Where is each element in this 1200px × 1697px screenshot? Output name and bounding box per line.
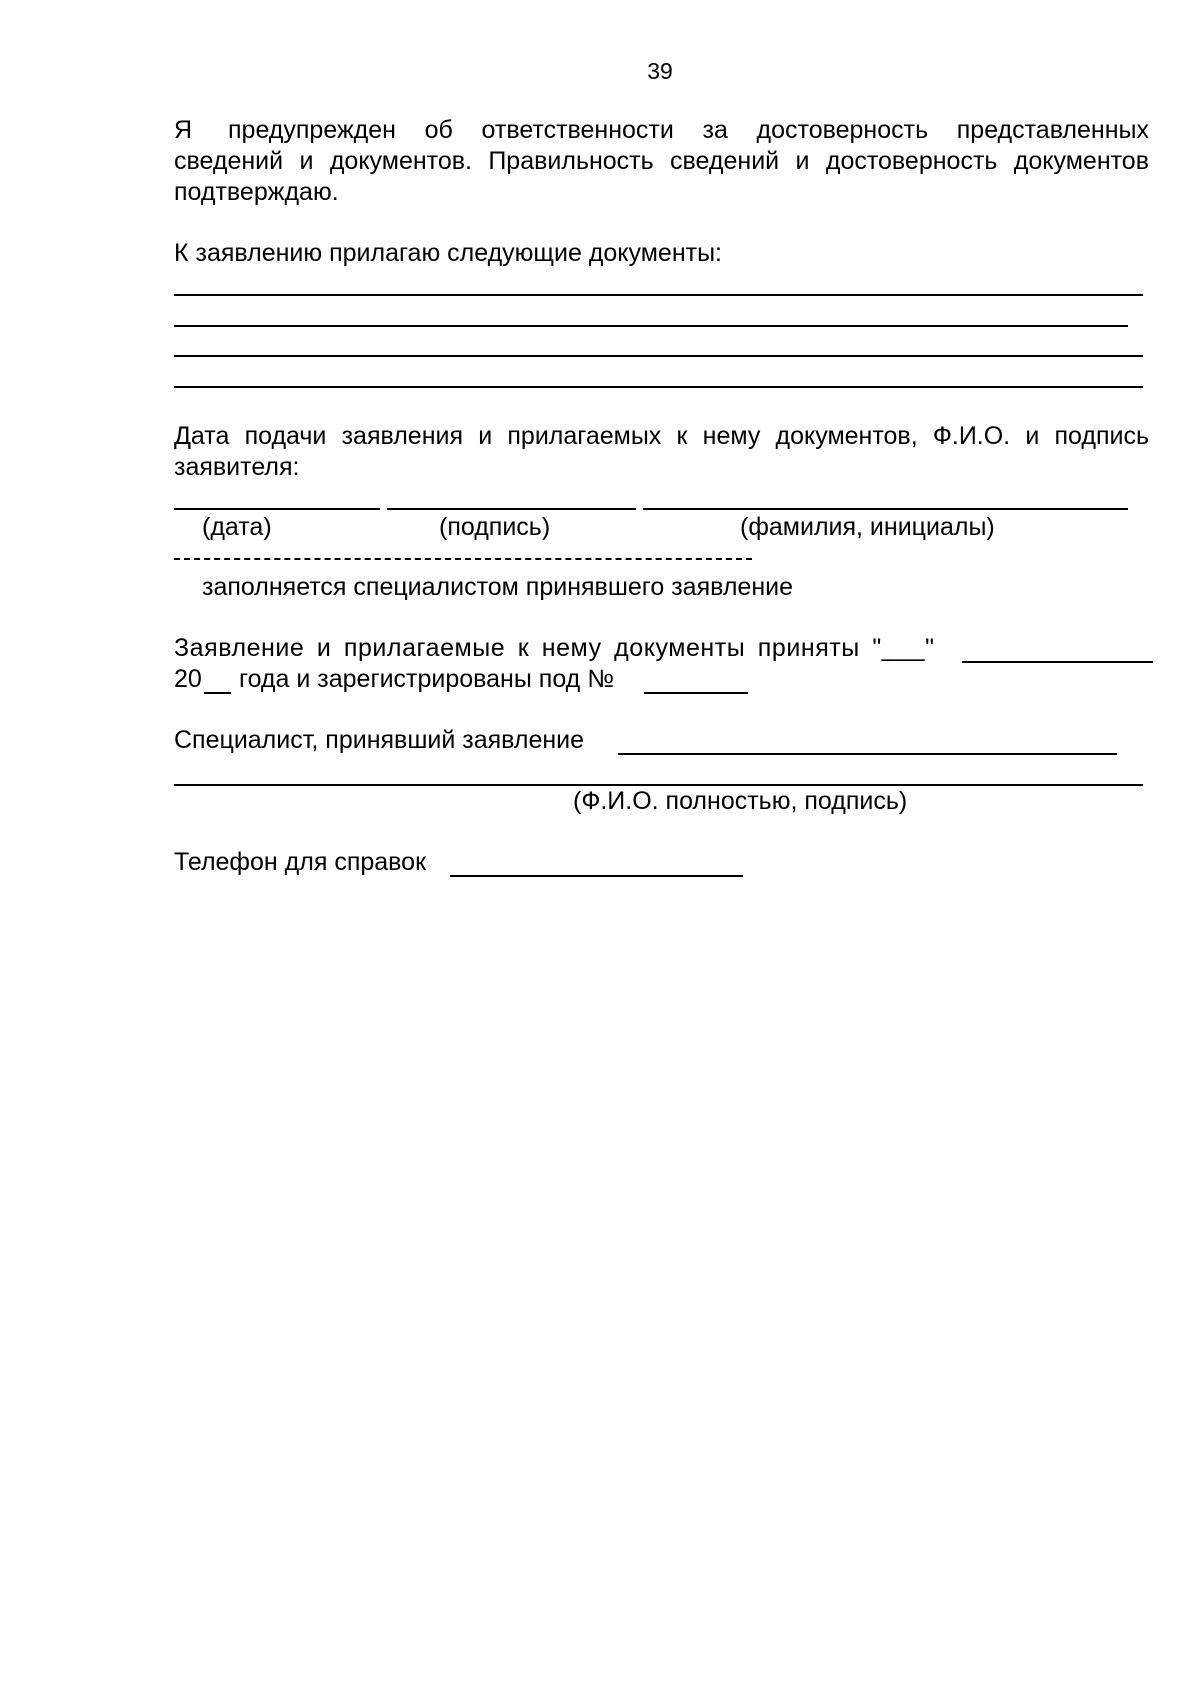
specialist-label: Специалист, принявший заявление <box>174 726 585 754</box>
specialist-blank-line[interactable] <box>618 753 1117 755</box>
name-blank-line[interactable] <box>643 508 1128 510</box>
phone-label: Телефон для справок <box>174 848 427 876</box>
page-number: 39 <box>647 58 673 84</box>
registration-number-blank-line[interactable] <box>644 692 748 694</box>
attachment-blank-line-2[interactable] <box>174 325 1128 327</box>
declaration-line1: предупрежден об ответственности за достоверность представленных <box>228 116 1149 144</box>
submission-line1: Дата подачи заявления и прилагаемых к нему документов, Ф.И.О. и подпись <box>174 422 1149 450</box>
attachment-blank-line-3[interactable] <box>174 355 1143 357</box>
signature-blank-line[interactable] <box>387 508 636 510</box>
acceptance-line1: Заявление и прилагаемые к нему документы приняты "___" <box>174 634 935 662</box>
submission-line2: заявителя: <box>174 453 300 481</box>
declaration-line1-word: Я <box>174 116 193 144</box>
acceptance-year-blank-line[interactable] <box>204 692 231 694</box>
caption-date: (дата) <box>202 513 272 541</box>
attachment-blank-line-4[interactable] <box>174 386 1143 388</box>
caption-signature: (подпись) <box>439 513 551 541</box>
attachments-heading: К заявлению прилагаю следующие документы: <box>174 239 722 267</box>
separator-note: заполняется специалистом принявшего заявление <box>202 573 793 601</box>
caption-name: (фамилия, инициалы) <box>740 513 995 541</box>
acceptance-line2: года и зарегистрированы под № <box>239 665 615 693</box>
phone-blank-line[interactable] <box>450 875 743 877</box>
declaration-line3: подтверждаю. <box>174 178 339 206</box>
acceptance-month-blank-line[interactable] <box>962 661 1153 663</box>
dashed-separator <box>174 558 752 560</box>
specialist-caption: (Ф.И.О. полностью, подпись) <box>573 787 908 815</box>
declaration-line2: сведений и документов. Правильность сведений и достоверность документов <box>174 147 1149 175</box>
attachment-blank-line-1[interactable] <box>174 294 1143 296</box>
acceptance-year-prefix: 20 <box>174 665 202 693</box>
date-blank-line[interactable] <box>174 508 380 510</box>
